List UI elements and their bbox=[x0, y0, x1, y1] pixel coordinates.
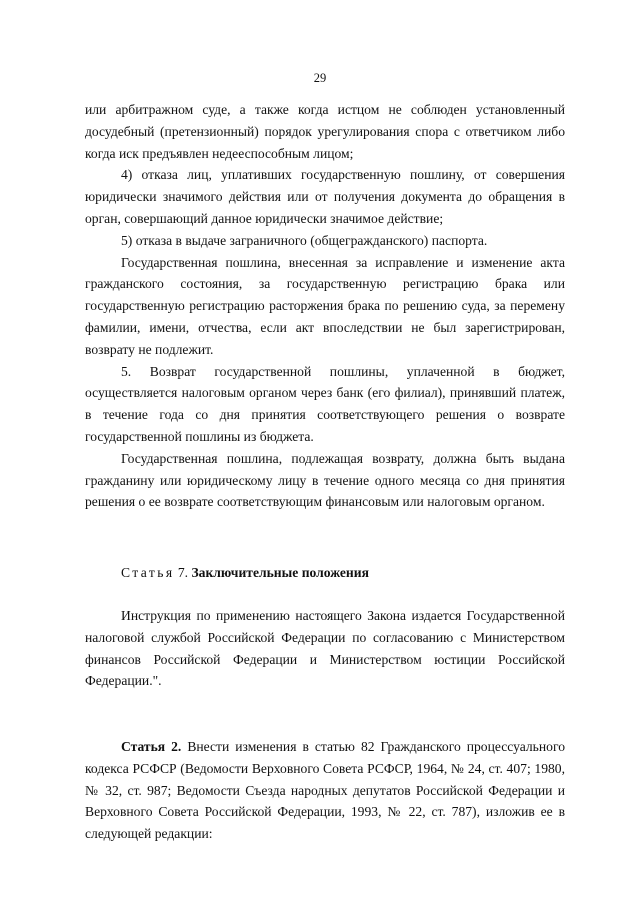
article7-number: 7. bbox=[177, 565, 189, 580]
text-block-article7 bbox=[85, 605, 565, 692]
paragraph-refusal-4: 4) отказа лиц, уплативших государственную пошлину, от совершения юридически значимого действия или от получения документа до обращения в орган, совершающий данное юридически значимое действие; bbox=[85, 167, 565, 226]
page-number: 29 bbox=[313, 71, 327, 85]
article7-heading bbox=[121, 562, 566, 584]
paragraph-refusal-5: 5) отказа в выдаче заграничного (общегражданского) паспорта. bbox=[121, 232, 488, 248]
paragraph-arbitration-court: или арбитражном суде, а также когда истцом не соблюден установленный досудебный (претензионный) порядок урегулирования спора с ответчиком либо когда иск предъявлен недееспособным лицом; bbox=[85, 102, 565, 161]
paragraph-instruction: Инструкция по применению настоящего Закона издается Государственной налоговой службой Российской Федерации по согласованию с Министерством финансов Российской Федерации и Министерством юстиции Российской Федерации.". bbox=[85, 608, 565, 689]
paragraph-return-month: Государственная пошлина, подлежащая возврату, должна быть выдана гражданину или юридическому лицу в течение одного месяца со дня принятия решения о ее возврате соответствующим финансовым или налоговым органом. bbox=[85, 450, 565, 510]
article2-label: Статья 2. bbox=[121, 739, 182, 754]
article2-text: Внести изменения в статью 82 Гражданского процессуального кодекса РСФСР (Ведомости Верховного Совета РСФСР, 1964, № 24, ст. 407; 1980, № 32, ст. 987; Ведомости Съезда народных депутатов Российской Федерации и Верховного Совета Российской Федерации, 1993, № 22, ст. 787), изложив ее в следующей редакции: bbox=[85, 739, 565, 842]
text-block-article6-end bbox=[85, 99, 565, 513]
paragraph-return-5: 5. Возврат государственной пошлины, уплаченной в бюджет, осуществляется налоговым органом через банк (его филиал), принявший платеж, в течение года со дня принятия соответствующего решения о возврате государственной пошлины из бюджета. bbox=[85, 363, 565, 444]
text-block-article2 bbox=[85, 736, 565, 845]
article7-title: Заключительные положения bbox=[191, 565, 369, 580]
paragraph-article2 bbox=[85, 736, 565, 845]
paragraph-civil-status-act: Государственная пошлина, внесенная за исправление и изменение акта гражданского состояния, за государственную регистрацию брака или государственную регистрацию расторжения брака по решению суда, за перемену фамилии, имени, отчества, если акт впоследствии не был зарегистрирован, возврату не подлежит. bbox=[85, 254, 565, 357]
article7-label: Статья bbox=[121, 565, 175, 580]
